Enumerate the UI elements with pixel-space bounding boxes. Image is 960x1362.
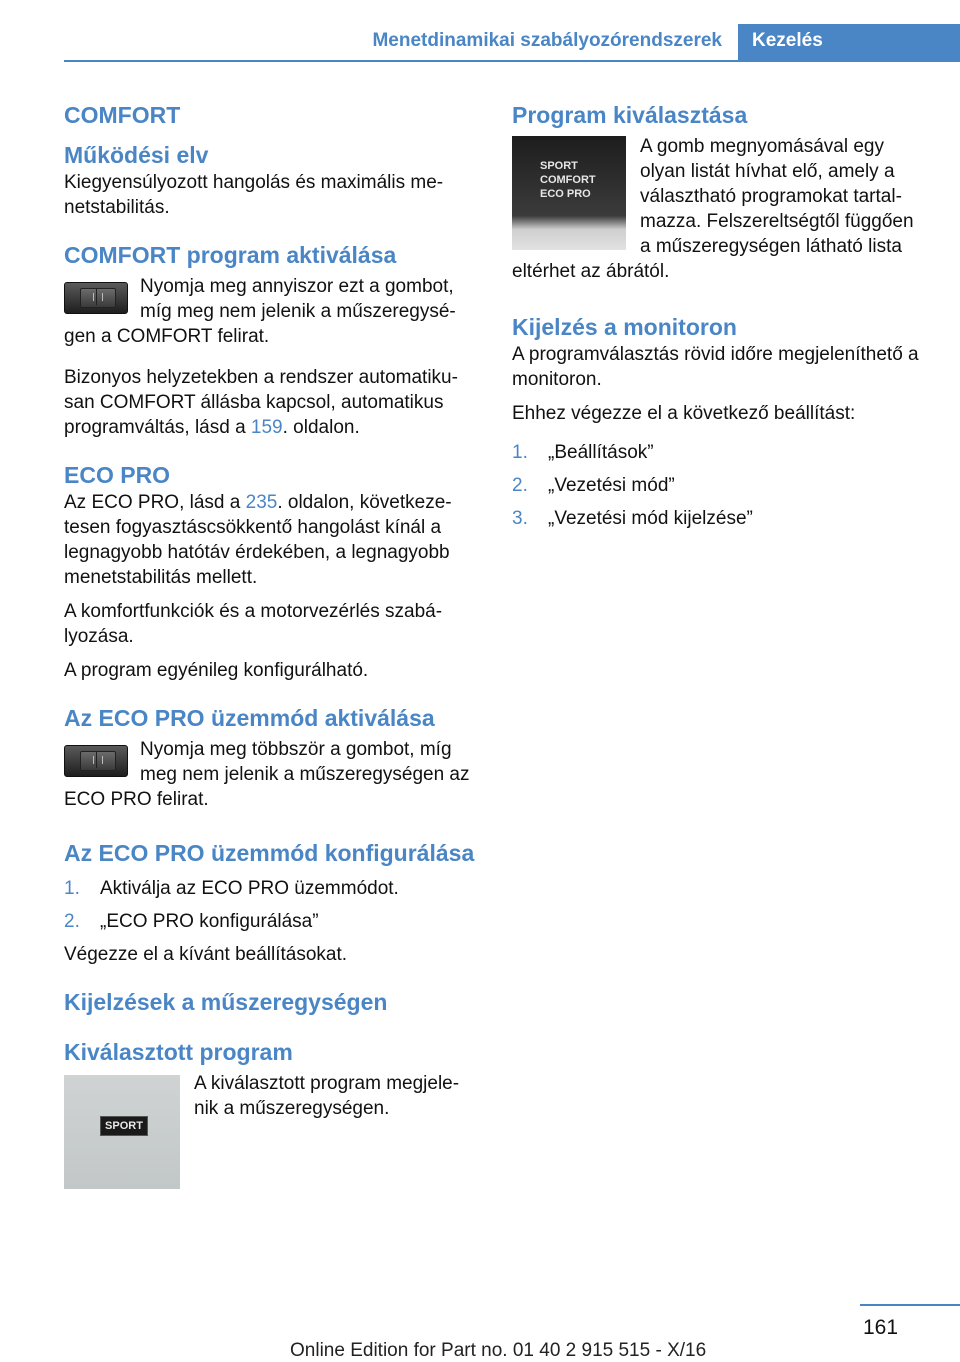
list-item: 3. „Vezetési mód kijelzése” — [512, 508, 753, 529]
selected-program-heading: Kiválasztott program — [64, 1039, 293, 1065]
program-select-heading: Program kiválasztása — [512, 102, 748, 128]
header-section-title: Menetdinamikai szabályozórendszerek — [372, 30, 722, 51]
monitor-steps — [512, 440, 926, 531]
menu-item-ecopro: ECO PRO — [540, 188, 591, 200]
ecopro-text-2: A komfortfunkciók és a motorvezérlés szabályozása. — [64, 601, 443, 647]
principle-text: Kiegyensúlyozott hangolás és maximális menetstabilitás. — [64, 172, 444, 218]
ecopro-text: Az ECO PRO, lásd a 235. oldalon, következetesen fogyasztáscsökkentő hangolást kínál a legnagyobb hatótáv érdekében, a legnagyobb menetstabilitás mellett. — [64, 492, 452, 588]
eco-config-heading: Az ECO PRO üzemmód konfigurálása — [64, 840, 475, 866]
program-select-text: A gomb megnyomásával egy olyan listát hívhat elő, amely a választható programokat tartalmazza. Felszereltségtől függően a műszeregységen látható lista eltérhet az ábrától. — [512, 136, 914, 282]
left-column — [64, 96, 476, 1193]
drive-mode-switch-icon — [64, 282, 128, 316]
page-link-159[interactable]: 159 — [250, 417, 283, 438]
page-link-235[interactable]: 235 — [245, 492, 278, 513]
program-select-block — [512, 130, 926, 284]
footer-rule — [860, 1304, 960, 1306]
footer-edition: Online Edition for Part no. 01 40 2 915 515 - X/16 — [290, 1340, 707, 1361]
sport-badge: SPORT — [100, 1116, 148, 1136]
eco-activate-text: Nyomja meg többször a gombot, míg meg nem jelenik a műszeregységen az ECO PRO felirat. — [64, 739, 470, 810]
ecopro-heading: ECO PRO — [64, 462, 171, 488]
program-list-image — [512, 136, 626, 250]
page-number: 161 — [863, 1316, 899, 1339]
header-tab-label: Kezelés — [752, 30, 823, 51]
displays-heading: Kijelzések a műszeregységen — [64, 989, 388, 1015]
principle-heading: Működési elv — [64, 142, 209, 168]
menu-item-sport: SPORT — [540, 160, 578, 172]
comfort-activate-heading: COMFORT program aktiválása — [64, 242, 397, 268]
eco-config-after: Végezze el a kívánt beállításokat. — [64, 944, 348, 965]
header-rule — [64, 60, 960, 62]
monitor-text: A programválasztás rövid időre megjeleníthető a monitoron. — [512, 344, 919, 390]
eco-activate-block — [64, 733, 476, 812]
monitor-heading: Kijelzés a monitoron — [512, 314, 737, 340]
right-column — [512, 96, 926, 539]
comfort-activate-block — [64, 270, 476, 349]
menu-item-comfort: COMFORT — [540, 174, 596, 186]
eco-config-steps — [64, 876, 476, 934]
drive-mode-switch-icon — [64, 745, 128, 779]
page-header — [0, 0, 960, 62]
list-item: 1. Aktiválja az ECO PRO üzemmódot. — [64, 878, 399, 899]
eco-activate-heading: Az ECO PRO üzemmód aktiválása — [64, 705, 435, 731]
ecopro-text-3: A program egyénileg konfigurálható. — [64, 660, 369, 681]
comfort-activate-text: Nyomja meg annyiszor ezt a gombot, míg meg nem jelenik a műszeregységen a COMFORT felirat. — [64, 276, 456, 347]
selected-program-block — [64, 1067, 476, 1193]
list-item: 2. „Vezetési mód” — [512, 475, 675, 496]
monitor-text-2: Ehhez végezze el a következő beállítást: — [512, 403, 856, 424]
comfort-heading: COMFORT — [64, 102, 181, 128]
list-item: 2. „ECO PRO konfigurálása” — [64, 911, 319, 932]
instrument-cluster-sport-image — [64, 1075, 180, 1189]
selected-program-text: A kiválasztott program megjelenik a műszeregységen. — [194, 1073, 460, 1119]
auto-switch-text: Bizonyos helyzetekben a rendszer automatikusan COMFORT állásba kapcsol, automatikus programváltás, lásd a 159. oldalon. — [64, 367, 458, 438]
list-item: 1. „Beállítások” — [512, 442, 654, 463]
